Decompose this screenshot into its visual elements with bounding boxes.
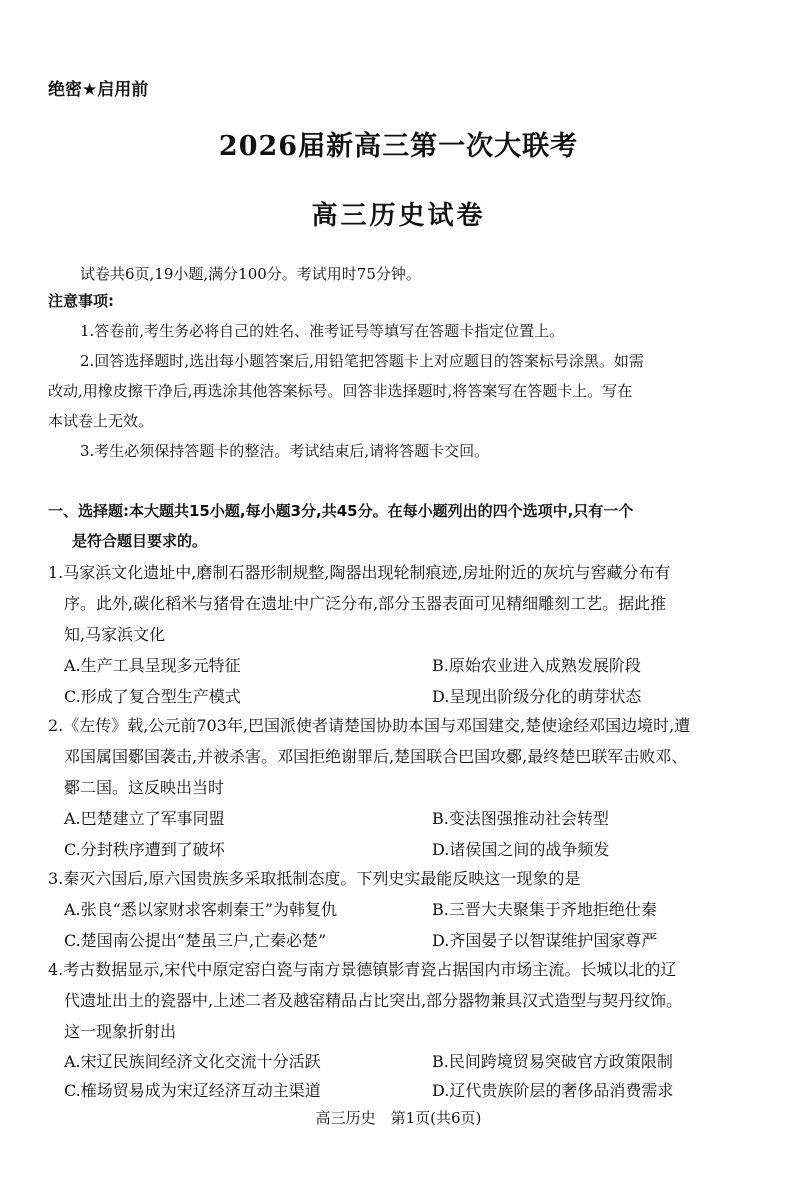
section-1-heading-line-2: 是符合题目要求的。 [72,532,208,550]
question-3-option-d: D.齐国晏子以智谋维护国家尊严 [432,931,658,950]
question-2-line-3: 鄾二国。这反映出当时 [64,778,225,797]
question-4-option-a: A.宋辽民族间经济文化交流十分活跃 [64,1052,321,1071]
page-footer: 高三历史 第1页(共6页) [315,1109,482,1127]
question-1-line-2: 序。此外,碳化稻米与猪骨在遗址中广泛分布,部分玉器表面可见精细雕刻工艺。据此推 [64,594,667,613]
question-4-option-c: C.榷场贸易成为宋辽经济互动主渠道 [64,1081,321,1100]
question-3-option-a: A.张良“悉以家财求客刺秦王”为韩复仇 [64,900,338,919]
section-1-heading-line-1: 一、选择题:本大题共15小题,每小题3分,共45分。在每小题列出的四个选项中,只有一个 [48,502,634,520]
question-2-option-c: C.分封秩序遭到了破坏 [64,840,225,859]
question-1-option-a: A.生产工具呈现多元特征 [64,656,241,675]
notice-item-2-line-1: 2.回答选择题时,选出每小题答案后,用铅笔把答题卡上对应题目的答案标号涂黑。如需 [80,352,644,370]
exam-intro: 试卷共6页,19小题,满分100分。考试用时75分钟。 [80,265,421,283]
question-4-line-2: 代遗址出土的瓷器中,上述二者及越窑精品占比突出,部分器物兼具汉式造型与契丹纹饰。 [64,991,683,1010]
question-4-option-b: B.民间跨境贸易突破官方政策限制 [432,1052,673,1071]
question-3-option-c: C.楚国南公提出“楚虽三户,亡秦必楚” [64,931,327,950]
question-4-line-1: 4.考古数据显示,宋代中原定窑白瓷与南方景德镇影青瓷占据国内市场主流。长城以北的辽 [48,960,677,979]
question-1-line-1: 1.马家浜文化遗址中,磨制石器形制规整,陶器出现轮制痕迹,房址附近的灰坑与窖藏分布有 [48,563,671,582]
question-4-option-d: D.辽代贵族阶层的奢侈品消费需求 [432,1081,674,1100]
question-2-option-b: B.变法图强推动社会转型 [432,809,609,828]
question-2-line-2: 邓国属国鄾国袭击,并被杀害。邓国拒绝谢罪后,楚国联合巴国攻鄾,最终楚巴联军击败邓、 [64,747,688,766]
question-3-line-1: 3.秦灭六国后,原六国贵族多采取抵制态度。下列史实最能反映这一现象的是 [48,869,581,888]
question-2-line-1: 2.《左传》载,公元前703年,巴国派使者请楚国协助本国与邓国建交,楚使途经邓国边境时,遭 [48,716,691,735]
notice-item-2-line-2: 改动,用橡皮擦干净后,再选涂其他答案标号。回答非选择题时,将答案写在答题卡上。写在 [48,382,633,400]
question-1-option-b: B.原始农业进入成熟发展阶段 [432,656,641,675]
exam-title: 2026届新高三第一次大联考 [218,131,579,162]
notice-item-2-line-3: 本试卷上无效。 [48,412,154,430]
notice-heading: 注意事项: [48,292,114,310]
notice-item-1: 1.答卷前,考生务必将自己的姓名、准考证号等填写在答题卡指定位置上。 [80,322,565,340]
question-2-option-d: D.诸侯国之间的战争频发 [432,840,610,859]
question-2-option-a: A.巴楚建立了军事同盟 [64,809,225,828]
notice-item-3: 3.考生必须保持答题卡的整洁。考试结束后,请将答题卡交回。 [80,442,490,460]
confidential-label: 绝密★启用前 [48,80,149,100]
question-1-option-c: C.形成了复合型生产模式 [64,687,241,706]
exam-subtitle: 高三历史试卷 [311,201,486,231]
question-4-line-3: 这一现象折射出 [64,1022,177,1041]
question-3-option-b: B.三晋大夫聚集于齐地拒绝仕秦 [432,900,657,919]
question-1-option-d: D.呈现出阶级分化的萌芽状态 [432,687,642,706]
question-1-line-3: 知,马家浜文化 [64,625,166,644]
